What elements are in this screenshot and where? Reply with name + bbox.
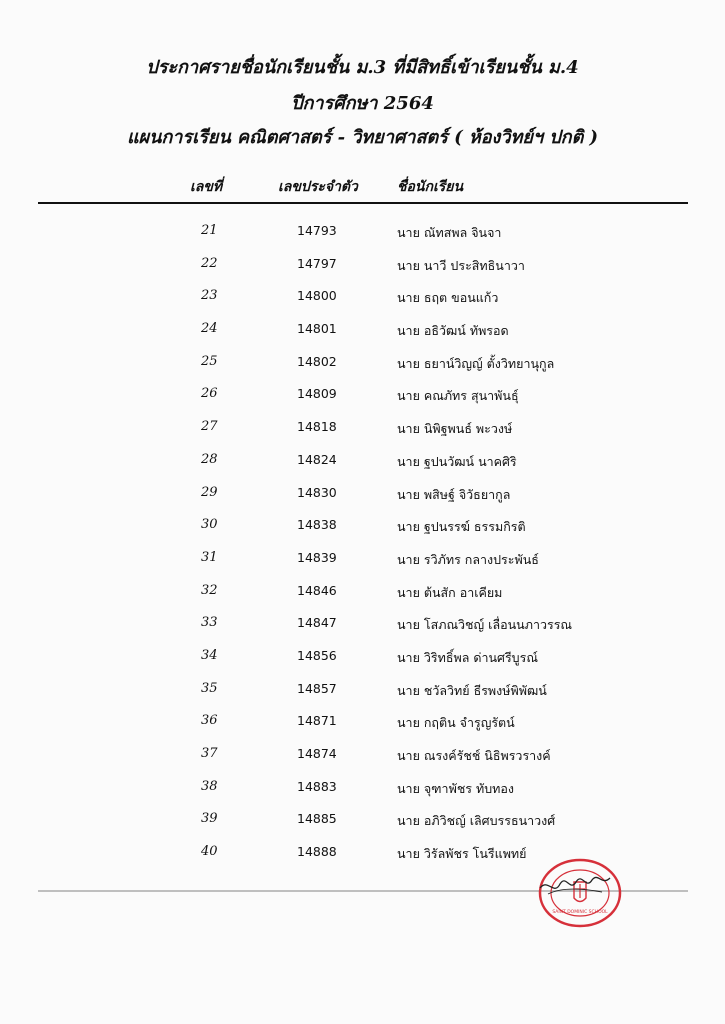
title-line-1: ประกาศรายชื่อนักเรียนชั้น ม.3 ที่มีสิทธิ์เข้าเรียนชั้น ม.4 <box>146 57 579 78</box>
row-student-name: นาย ณรงค์รัชช์ นิธิพรวรางค์ <box>397 748 551 763</box>
row-student-name: นาย นิพิฐพนธ์ พะวงษ์ <box>397 421 513 437</box>
row-student-name: นาย จุฑาพัชร ทับทอง <box>397 780 515 796</box>
row-student-id: 14793 <box>297 223 337 238</box>
list-item <box>0 547 725 580</box>
list-item <box>0 383 725 416</box>
row-student-id: 14856 <box>297 647 337 663</box>
row-number: 26 <box>201 386 218 402</box>
row-student-id: 14857 <box>297 680 337 696</box>
row-student-name: นาย วิริทธิ์พล ด่านศรีบูรณ์ <box>397 649 538 665</box>
list-item <box>0 743 725 776</box>
row-student-id: 14802 <box>297 353 337 369</box>
row-number: 31 <box>201 549 218 565</box>
row-student-id: 14800 <box>297 288 337 304</box>
row-number: 39 <box>201 811 218 827</box>
row-student-id: 14818 <box>297 419 337 435</box>
list-item <box>0 678 725 711</box>
list-item <box>0 514 725 547</box>
row-student-name: นาย โสภณวิชญ์ เลื่อนนภาวรรณ <box>397 617 572 633</box>
list-item <box>0 580 725 613</box>
row-number: 40 <box>201 844 218 860</box>
list-item <box>0 220 725 253</box>
row-number: 22 <box>201 255 218 271</box>
row-student-name: นาย อธิวัฒน์ ทัพรอด <box>397 323 509 339</box>
row-student-id: 14885 <box>297 811 337 827</box>
row-student-id: 14883 <box>297 778 337 794</box>
list-item <box>0 808 725 841</box>
row-student-name: นาย ฐปนวัฒน์ นาคศิริ <box>397 453 517 469</box>
list-item <box>0 645 725 678</box>
list-item <box>0 710 725 743</box>
list-item <box>0 285 725 318</box>
student-list <box>0 220 725 874</box>
header-student-name: ชื่อนักเรียน <box>397 179 464 195</box>
signature <box>540 877 610 888</box>
row-number: 21 <box>201 223 218 238</box>
row-student-id: 14838 <box>297 517 337 533</box>
row-number: 35 <box>201 680 218 696</box>
row-student-id: 14871 <box>297 713 337 729</box>
header-divider <box>38 202 688 204</box>
row-student-id: 14809 <box>297 386 337 402</box>
row-student-id: 14888 <box>297 844 337 860</box>
list-item <box>0 351 725 384</box>
row-student-name: นาย พสิษฐ์ จิวัธยากูล <box>397 486 511 502</box>
row-number: 25 <box>201 353 218 369</box>
row-number: 28 <box>201 451 218 467</box>
row-student-id: 14846 <box>297 582 337 598</box>
list-item <box>0 482 725 515</box>
row-number: 38 <box>201 778 218 794</box>
row-student-name: นาย อภิวิชญ์ เลิศบรรธนาวงศ์ <box>397 813 556 829</box>
row-student-name: นาย ต้นสัก อาเคียม <box>397 584 503 600</box>
list-item <box>0 253 725 286</box>
list-item <box>0 776 725 809</box>
row-student-name: นาย ธฤต ขอนแก้ว <box>397 290 499 306</box>
signature-underline <box>548 889 602 894</box>
row-student-id: 14839 <box>297 549 337 565</box>
row-student-id: 14801 <box>297 321 337 337</box>
row-number: 29 <box>201 484 218 500</box>
row-student-id: 14830 <box>297 484 337 500</box>
row-student-name: นาย ธยาน์วิญญ์ ตั้งวิทยานุกูล <box>397 355 555 371</box>
row-student-name: นาย รวิภัทร กลางประพันธ์ <box>397 551 539 567</box>
row-student-name: นาย นาวี ประสิทธินาวา <box>397 257 525 273</box>
row-number: 33 <box>201 615 218 631</box>
row-student-id: 14824 <box>297 451 337 467</box>
row-student-name: นาย ชวัลวิทย์ ธีรพงษ์พิพัฒน์ <box>397 682 547 698</box>
header-student-id: เลขประจำตัว <box>278 179 358 195</box>
row-number: 30 <box>201 517 218 533</box>
list-item <box>0 449 725 482</box>
row-student-id: 14847 <box>297 615 337 631</box>
row-number: 23 <box>201 288 218 304</box>
list-item <box>0 612 725 645</box>
title-line-3: แผนการเรียน คณิตศาสตร์ - วิทยาศาสตร์ ( ห้องวิทย์ฯ ปกติ ) <box>126 127 599 148</box>
list-item <box>0 318 725 351</box>
row-student-name: นาย ณัทสพล จินจา <box>397 225 502 240</box>
row-number: 37 <box>201 746 218 761</box>
row-student-name: นาย กฤติน จำรูญรัตน์ <box>397 715 515 731</box>
row-student-id: 14797 <box>297 255 337 271</box>
seal-cross <box>575 884 585 898</box>
list-item <box>0 416 725 449</box>
row-student-name: นาย ฐปนรรฆ์ ธรรมกิรติ <box>397 519 526 535</box>
row-student-name: นาย วิรัลพัชร โนรีแพทย์ <box>397 846 527 862</box>
school-seal-stamp <box>530 858 622 928</box>
header-number: เลขที่ <box>190 179 223 195</box>
seal-text: SAINT DOMINIC SCHOOL <box>552 910 608 915</box>
row-student-name: นาย คณภัทร สุนาพันธุ์ <box>397 388 519 404</box>
row-number: 36 <box>201 713 218 729</box>
row-number: 24 <box>201 321 218 337</box>
title-line-2: ปีการศึกษา 2564 <box>291 93 434 114</box>
row-number: 32 <box>201 582 218 598</box>
row-number: 27 <box>201 419 218 435</box>
row-student-id: 14874 <box>297 746 337 761</box>
row-number: 34 <box>201 647 218 663</box>
